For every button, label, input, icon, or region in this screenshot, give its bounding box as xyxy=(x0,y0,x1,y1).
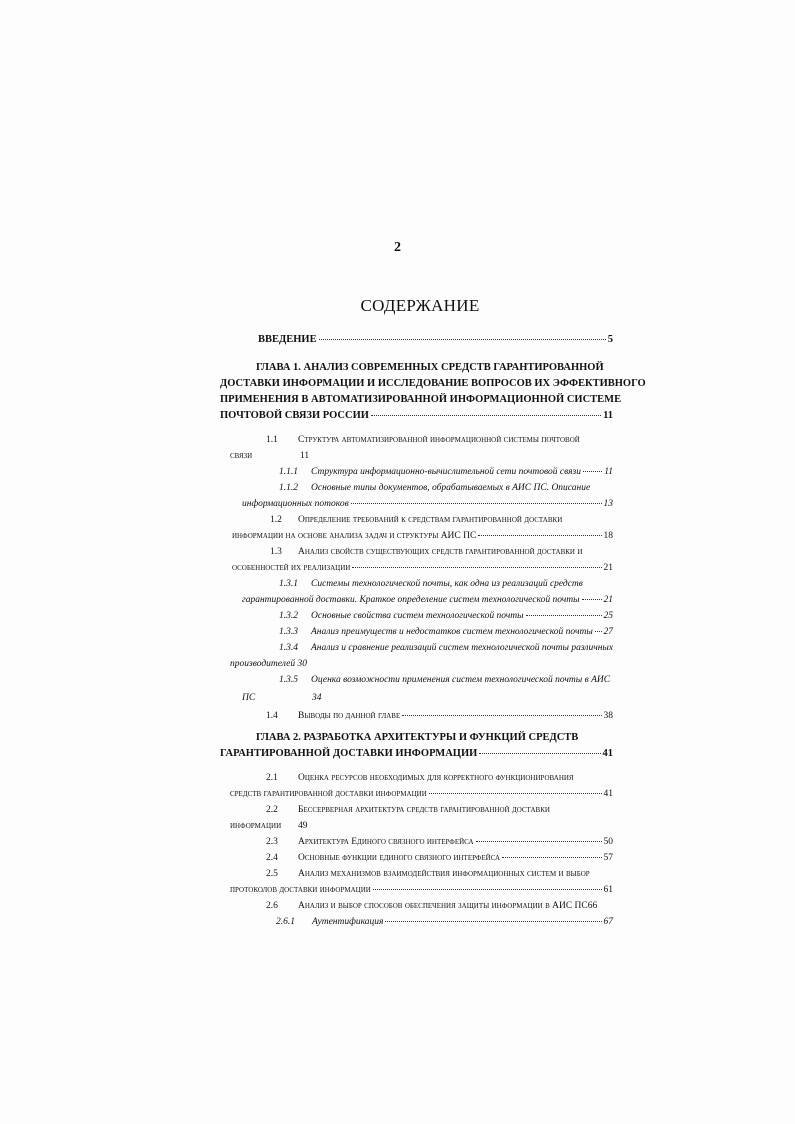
toc-chapter-1-line-2[interactable]: ДОСТАВКИ ИНФОРМАЦИИ И ИССЛЕДОВАНИЕ ВОПРОСОВ ИХ ЭФФЕКТИВНОГО xyxy=(220,378,646,389)
toc-page-number: 67 xyxy=(603,917,613,927)
toc-section-title-cont: средств гарантированной доставки информации xyxy=(230,789,427,799)
toc-section-1-3-1-cont[interactable] xyxy=(242,594,613,606)
toc-section-title: Выводы по данной главе xyxy=(298,711,401,721)
toc-section-number: 1.1.1 xyxy=(279,467,298,477)
toc-section-1-3-4[interactable] xyxy=(279,642,672,654)
toc-section-title-cont: информации xyxy=(230,821,282,831)
toc-section-title-cont: информационных потоков xyxy=(242,499,349,509)
toc-chapter-1-last: ПОЧТОВОЙ СВЯЗИ РОССИИ xyxy=(220,410,369,421)
toc-section-1-3-1[interactable] xyxy=(279,578,672,590)
toc-section-title: Оценка ресурсов необходимых для корректного функционирования xyxy=(298,773,574,783)
toc-page-number: 11 xyxy=(603,410,613,421)
toc-section-title: Анализ преимуществ и недостатков систем технологической почты xyxy=(311,627,593,637)
toc-section-number: 1.1.2 xyxy=(279,483,298,493)
toc-section-title: Анализ и выбор способов обеспечения защиты информации в АИС ПС66 xyxy=(298,901,598,911)
toc-section-title: Определение требований к средствам гарантированной доставки xyxy=(298,515,563,525)
toc-page-number: 41 xyxy=(602,748,613,759)
toc-page-number: 57 xyxy=(603,853,613,863)
toc-section-1-1[interactable] xyxy=(220,434,613,446)
toc-section-title-cont: гарантированной доставки. Краткое определение систем технологической почты xyxy=(242,595,580,605)
toc-section-1-3-cont[interactable] xyxy=(232,562,613,574)
toc-page-number: 41 xyxy=(603,789,613,799)
toc-section-number: 1.3.2 xyxy=(279,611,298,621)
toc-section-title: Анализ механизмов взаимодействия информационных систем и выбор xyxy=(298,869,590,879)
toc-section-number: 2.3 xyxy=(266,837,278,847)
page-title: СОДЕРЖАНИЕ xyxy=(360,296,480,315)
toc-section-1-1-2-cont[interactable] xyxy=(242,498,613,510)
toc-section-title: Системы технологической почты, как одна из реализаций средств xyxy=(311,579,583,589)
toc-page-number: 25 xyxy=(603,611,613,621)
toc-chapter-1-line-4[interactable] xyxy=(220,410,613,422)
toc-section-1-1-2[interactable] xyxy=(279,482,672,494)
toc-section-title-cont: протоколов доставки информации xyxy=(230,885,371,895)
toc-section-2-6[interactable] xyxy=(220,900,613,912)
toc-section-1-2-cont[interactable] xyxy=(232,530,613,542)
toc-section-1-3-5-cont[interactable] xyxy=(242,692,635,704)
toc-section-number: 1.3 xyxy=(270,547,282,557)
toc-page-number: 50 xyxy=(603,837,613,847)
toc-section-title-cont: связи xyxy=(230,451,253,461)
toc-section-number: 1.3.5 xyxy=(279,675,298,685)
toc-section-number: 2.4 xyxy=(266,853,278,863)
toc-section-title: Оценка возможности применения систем технологической почты в АИС xyxy=(311,675,611,685)
toc-page-number: 34 xyxy=(312,693,322,703)
toc-page-number: 49 xyxy=(298,821,308,831)
toc-section-1-3-4-cont[interactable]: производителей 30 xyxy=(230,659,307,669)
toc-section-title: Аутентификация xyxy=(312,917,384,927)
toc-section-2-2[interactable] xyxy=(220,804,613,816)
toc-section-title: Структура информационно-вычислительной сети почтовой связи xyxy=(311,467,581,477)
toc-section-number: 1.3.4 xyxy=(279,643,298,653)
toc-section-number: 1.4 xyxy=(266,711,278,721)
toc-section-title: Бессерверная архитектура средств гарантированной доставки xyxy=(298,805,550,815)
toc-page-number: 21 xyxy=(603,563,613,573)
toc-section-1-4[interactable] xyxy=(266,710,613,722)
toc-section-2-5[interactable] xyxy=(220,868,613,880)
toc-page-number: 38 xyxy=(603,711,613,721)
toc-page-number: 27 xyxy=(603,627,613,637)
toc-page-number: 61 xyxy=(603,885,613,895)
toc-chapter-2-line-2[interactable] xyxy=(220,748,613,760)
toc-section-title: Архитектура Единого связного интерфейса xyxy=(298,837,474,847)
toc-section-number: 1.2 xyxy=(270,515,282,525)
toc-intro-title: ВВЕДЕНИЕ xyxy=(258,334,317,345)
toc-section-1-3[interactable] xyxy=(220,546,613,558)
toc-section-1-1-1[interactable] xyxy=(279,466,613,478)
toc-section-title: Структура автоматизированной информационной системы почтовой xyxy=(298,435,580,445)
toc-section-2-1-cont[interactable] xyxy=(230,788,613,800)
toc-section-number: 1.3.3 xyxy=(279,627,298,637)
toc-section-2-4[interactable] xyxy=(266,852,613,864)
toc-section-number: 2.6.1 xyxy=(276,917,295,927)
toc-section-number: 1.1 xyxy=(266,435,278,445)
toc-page-number: 13 xyxy=(603,499,613,509)
toc-section-2-6-1[interactable] xyxy=(276,916,613,928)
toc-section-1-2[interactable] xyxy=(220,514,613,526)
page-number: 2 xyxy=(394,240,401,255)
toc-section-1-1-cont[interactable] xyxy=(220,450,613,462)
toc-section-title: Анализ свойств существующих средств гарантированной доставки и xyxy=(298,547,583,557)
toc-section-title: Основные свойства систем технологической почты xyxy=(311,611,524,621)
toc-chapter-2-line-1[interactable]: ГЛАВА 2. РАЗРАБОТКА АРХИТЕКТУРЫ И ФУНКЦИЙ СРЕДСТВ xyxy=(256,732,579,743)
toc-section-1-3-5[interactable] xyxy=(279,674,672,686)
toc-section-title-cont: ПС xyxy=(242,693,256,703)
toc-section-2-2-cont[interactable] xyxy=(230,820,623,832)
toc-section-title-cont: особенностей их реализации xyxy=(232,563,351,573)
toc-page-number: 11 xyxy=(300,451,310,461)
toc-section-number: 1.3.1 xyxy=(279,579,298,589)
toc-chapter-1-line-3[interactable]: ПРИМЕНЕНИЯ В АВТОМАТИЗИРОВАННОЙ ИНФОРМАЦИОННОЙ СИСТЕМЕ xyxy=(220,394,622,405)
toc-section-2-5-cont[interactable] xyxy=(230,884,613,896)
toc-section-title: Основные функции единого связного интерфейса xyxy=(298,853,501,863)
toc-page-number: 18 xyxy=(603,531,613,541)
toc-section-number: 2.1 xyxy=(266,773,278,783)
toc-section-2-1[interactable] xyxy=(220,772,613,784)
toc-section-number: 2.2 xyxy=(266,805,278,815)
toc-section-1-3-2[interactable] xyxy=(279,610,613,622)
toc-page-number: 21 xyxy=(603,595,613,605)
toc-section-number: 2.6 xyxy=(266,901,278,911)
toc-section-2-3[interactable] xyxy=(266,836,613,848)
toc-page-number: 11 xyxy=(604,467,613,477)
toc-page-number: 5 xyxy=(607,334,613,345)
toc-section-number: 2.5 xyxy=(266,869,278,879)
toc-section-title-cont: информации на основе анализа задач и структуры АИС ПС xyxy=(232,531,477,541)
toc-intro[interactable] xyxy=(258,334,613,346)
toc-section-1-3-3[interactable] xyxy=(279,626,613,638)
toc-chapter-1-line-1[interactable]: ГЛАВА 1. АНАЛИЗ СОВРЕМЕННЫХ СРЕДСТВ ГАРАНТИРОВАННОЙ xyxy=(256,362,604,373)
toc-section-title: Основные типы документов, обрабатываемых в АИС ПС. Описание xyxy=(311,483,591,493)
toc-chapter-2-last: ГАРАНТИРОВАННОЙ ДОСТАВКИ ИНФОРМАЦИИ xyxy=(220,748,478,759)
toc-section-title: Анализ и сравнение реализаций систем технологической почты различных xyxy=(311,643,614,653)
